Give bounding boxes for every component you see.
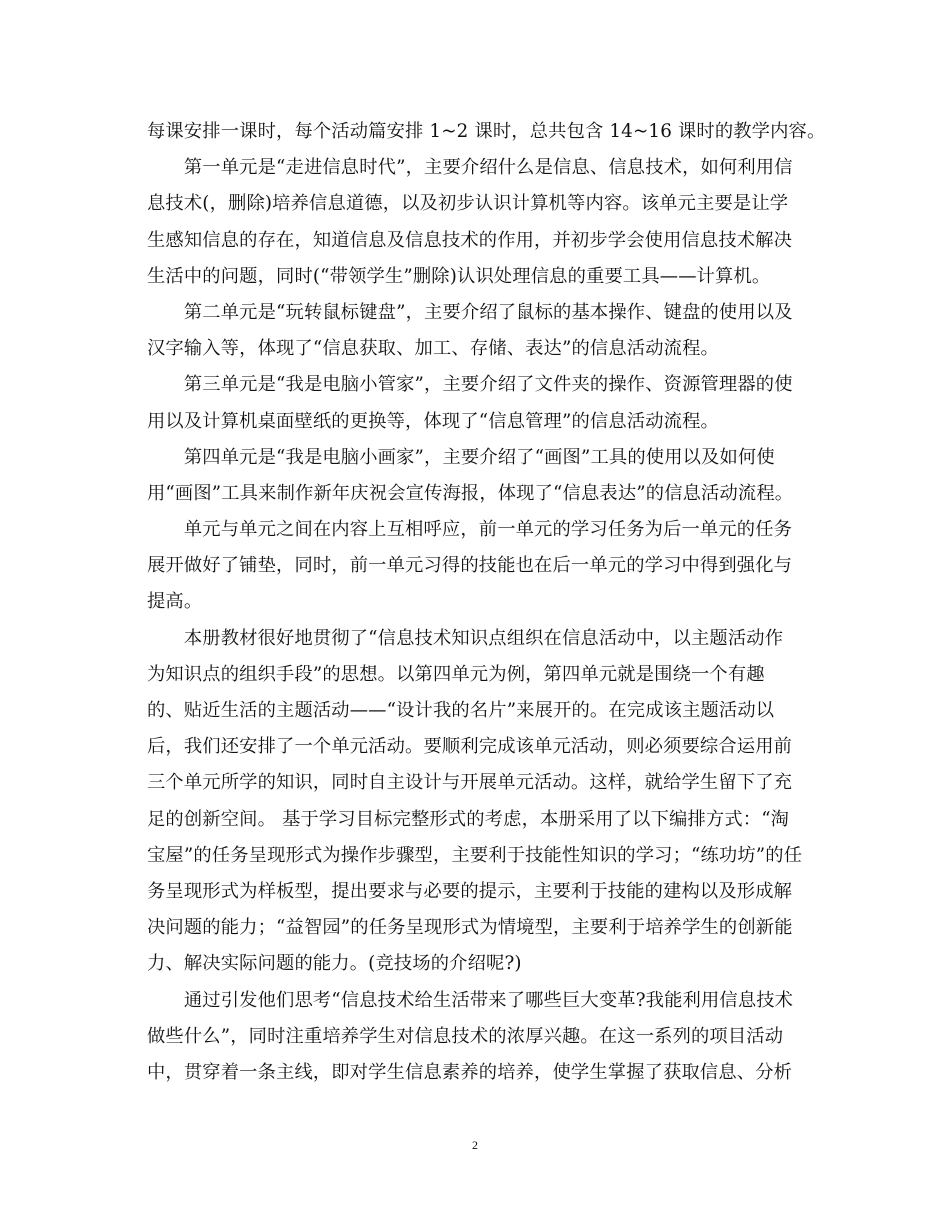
- text-line: 后，我们还安排了一个单元活动。要顺利完成该单元活动，则必须要综合运用前: [147, 736, 793, 758]
- text-line: 力、解决实际问题的能力。(竞技场的介绍呢?): [147, 953, 522, 975]
- text-line: 生感知信息的存在，知道信息及信息技术的作用，并初步学会使用信息技术解决: [147, 229, 793, 251]
- text-line: 务呈现形式为样板型，提出要求与必要的提示，主要利于技能的建构以及形成解: [147, 880, 793, 902]
- text-line: 第三单元是“我是电脑小管家”，主要介绍了文件夹的操作、资源管理器的使: [147, 374, 793, 396]
- text-line: 本册教材很好地贯彻了“信息技术知识点组织在信息活动中，以主题活动作: [147, 627, 784, 649]
- text-line: 做些什么”，同时注重培养学生对信息技术的浓厚兴趣。在这一系列的项目活动: [147, 1025, 784, 1047]
- text-line: 为知识点的组织手段”的思想。以第四单元为例，第四单元就是围绕一个有趣: [147, 663, 765, 685]
- text-line: 提高。: [147, 591, 203, 613]
- text-line: 单元与单元之间在内容上互相呼应，前一单元的学习任务为后一单元的任务: [147, 519, 793, 541]
- text-line: 展开做好了铺垫，同时，前一单元习得的技能也在后一单元的学习中得到强化与: [147, 555, 793, 577]
- text-line: 决问题的能力；“益智园”的任务呈现形式为情境型，主要利于培养学生的创新能: [147, 917, 793, 939]
- text-line: 的、贴近生活的主题活动——“设计我的名片”来展开的。在完成该主题活动以: [147, 700, 775, 721]
- body-text: [147, 114, 826, 1091]
- text-line: 用以及计算机桌面壁纸的更换等，体现了“信息管理”的信息活动流程。: [147, 410, 719, 432]
- text-line: 第一单元是“走进信息时代”，主要介绍什么是信息、信息技术，如何利用信: [147, 157, 793, 179]
- text-line: 三个单元所学的知识，同时自主设计与开展单元活动。这样，就给学生留下了充: [147, 772, 793, 794]
- text-line: 第四单元是“我是电脑小画家”，主要介绍了“画图”工具的使用以及如何使: [147, 446, 775, 468]
- page-number: 2: [472, 1138, 478, 1152]
- text-line: 中，贯穿着一条主线，即对学生信息素养的培养，使学生掌握了获取信息、分析: [147, 1061, 793, 1083]
- text-line: 第二单元是“玩转鼠标键盘”，主要介绍了鼠标的基本操作、键盘的使用以及: [147, 301, 793, 323]
- text-line: 每课安排一课时，每个活动篇安排 1~2 课时，总共包含 14~16 课时的教学内容。: [147, 121, 826, 142]
- text-line: 息技术(，删除)培养信息道德，以及初步认识计算机等内容。该单元主要是让学: [147, 193, 789, 215]
- text-line: 汉字输入等，体现了“信息获取、加工、存储、表达”的信息活动流程。: [147, 338, 719, 360]
- text-line: 通过引发他们思考“信息技术给生活带来了哪些巨大变革?我能利用信息技术: [147, 989, 794, 1011]
- text-line: 生活中的问题，同时(“带领学生”删除)认识处理信息的重要工具——计算机。: [147, 265, 771, 287]
- text-line: 足的创新空间。 基于学习目标完整形式的考虑，本册采用了以下编排方式：“淘: [147, 808, 790, 830]
- text-line: 宝屋”的任务呈现形式为操作步骤型，主要利于技能性知识的学习；“练功坊”的任: [147, 844, 803, 866]
- text-line: 用“画图”工具来制作新年庆祝会宣传海报，体现了“信息表达”的信息活动流程。: [147, 482, 794, 504]
